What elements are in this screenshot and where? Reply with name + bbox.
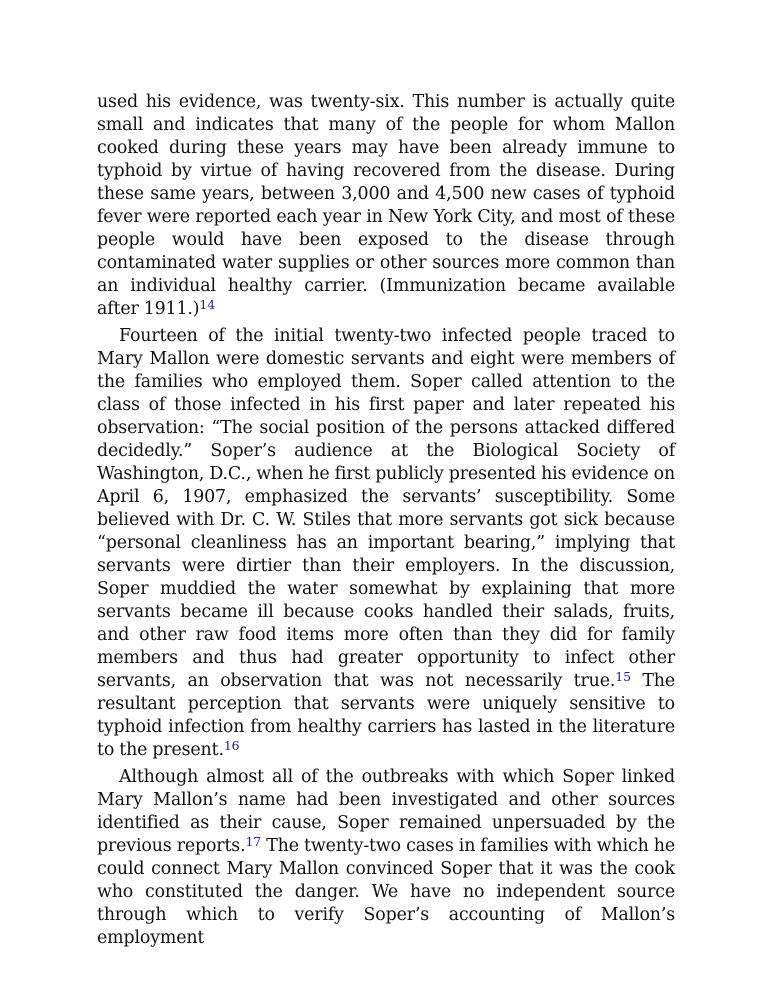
paragraph-text: Although almost all of the outbreaks with which Soper linked Mary Mallon’s name had been investigated and other sources identified as their cause, Soper remained unpersuaded by the previous reports. <box>97 767 675 856</box>
footnote-ref-17[interactable]: 17 <box>245 834 262 849</box>
paragraph-text: Fourteen of the initial twenty-two infected people traced to Mary Mallon were domestic servants and eight were members of the families who employed them. Soper called attention to the class of those infected in his first paper and later repeated his observation: “The social position of the persons attacked differed decidedly.” Soper’s audience at the Biological Society of Washington, D.C., when he first publicly presented his evidence on April 6, 1907, emphasized the servants’ susceptibility. Some believed with Dr. C. W. Stiles that more servants got sick because “personal cleanliness has an important bearing,” implying that servants were dirtier than their employers. In the discussion, Soper muddied the water somewhat by explaining that more servants became ill because cooks handled their salads, fruits, and other raw food items more often than they did for family members and thus had greater opportunity to infect other servants, an observation that was not necessarily true. <box>97 326 675 691</box>
footnote-ref-14[interactable]: 14 <box>199 297 216 312</box>
paragraph-text: The twenty-two cases in families with which he could connect Mary Mallon convinced Soper that it was the cook who constituted the danger. We have no independent source through which to verify Soper’s accounting of Mallon’s employment <box>97 836 675 948</box>
paragraph-2 <box>97 325 675 762</box>
footnote-ref-16[interactable]: 16 <box>223 738 240 753</box>
paragraph-1 <box>97 91 675 321</box>
footnote-ref-15[interactable]: 15 <box>615 669 631 684</box>
paragraph-text: The resultant perception that servants were uniquely sensitive to typhoid infection from healthy carriers has lasted in the literature to the present. <box>97 671 675 760</box>
paragraph-text: used his evidence, was twenty-six. This number is actually quite small and indicates that many of the people for whom Mallon cooked during these years may have been already immune to typhoid by virtue of having recovered from the disease. During these same years, between 3,000 and 4,500 new cases of typhoid fever were reported each year in New York City, and most of these people would have been exposed to the disease through contaminated water supplies or other sources more common than an individual healthy carrier. (Immunization became available after 1911.) <box>97 92 675 319</box>
paragraph-3 <box>97 766 675 950</box>
book-page <box>97 91 675 954</box>
